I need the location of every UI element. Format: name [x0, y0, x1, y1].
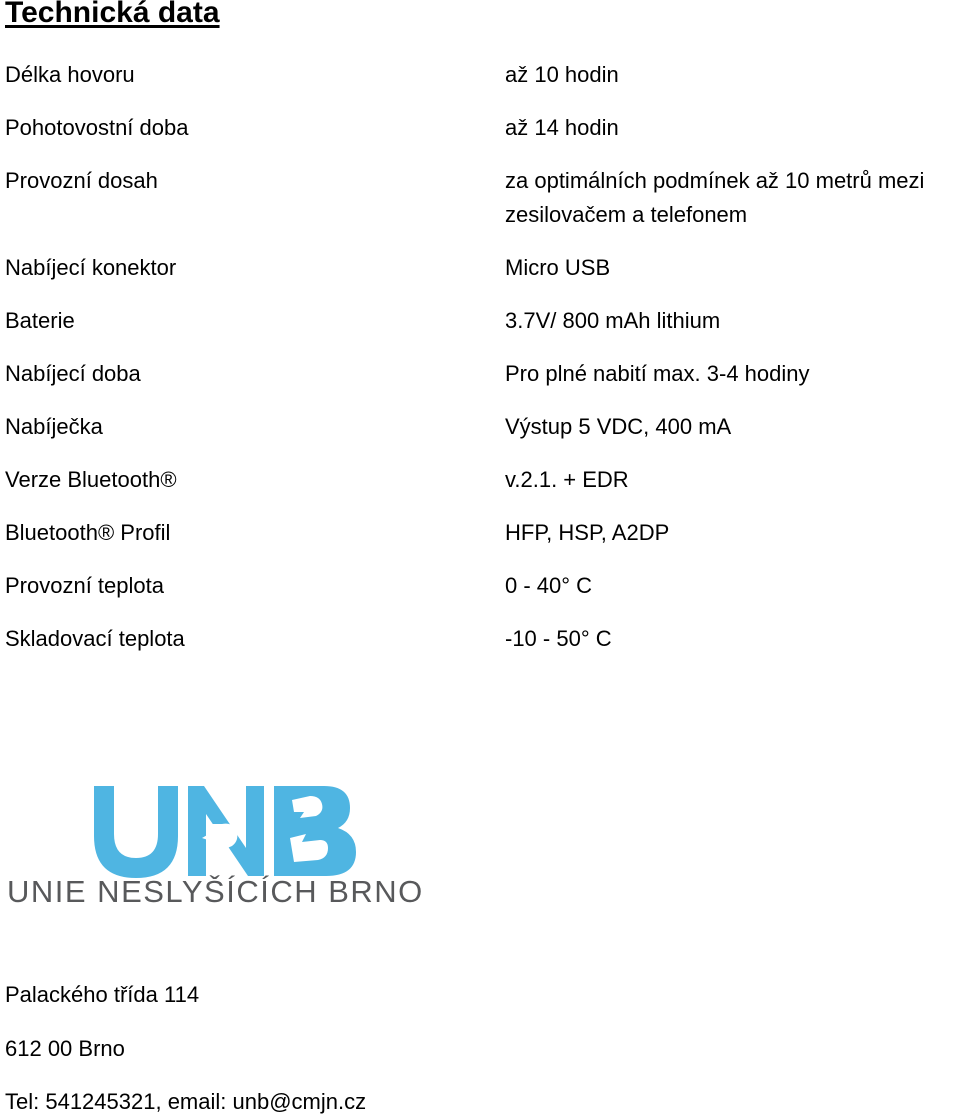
- spec-label: Nabíječka: [5, 414, 103, 439]
- spec-value: v.2.1. + EDR: [505, 467, 629, 492]
- spec-value: -10 - 50° C: [505, 626, 612, 651]
- spec-label: Provozní dosah: [5, 168, 158, 193]
- spec-label: Baterie: [5, 308, 75, 333]
- address-street: Palackého třída 114: [5, 982, 200, 1007]
- contact-line: Tel: 541245321, email: unb@cmjn.cz: [5, 1089, 367, 1114]
- spec-value: 3.7V/ 800 mAh lithium: [505, 308, 721, 333]
- spec-value: až 10 hodin: [505, 62, 619, 87]
- spec-label: Verze Bluetooth®: [5, 467, 177, 492]
- address-city: 612 00 Brno: [5, 1036, 125, 1061]
- spec-value: Výstup 5 VDC, 400 mA: [505, 414, 732, 439]
- logo-text: UNIE NESLYŠÍCÍCH BRNO: [7, 874, 424, 909]
- spec-label: Pohotovostní doba: [5, 115, 189, 140]
- spec-value: 0 - 40° C: [505, 573, 593, 598]
- spec-label: Nabíjecí doba: [5, 361, 141, 386]
- spec-value: Pro plné nabití max. 3-4 hodiny: [505, 361, 810, 386]
- spec-label: Skladovací teplota: [5, 626, 185, 651]
- spec-value: HFP, HSP, A2DP: [505, 520, 670, 545]
- page-title: Technická data: [5, 0, 220, 29]
- spec-value: až 14 hodin: [505, 115, 619, 140]
- spec-value: za optimálních podmínek až 10 metrů mezi zesilovačem a telefonem: [505, 168, 925, 227]
- spec-label: Nabíjecí konektor: [5, 255, 177, 280]
- spec-label: Bluetooth® Profil: [5, 520, 171, 545]
- spec-label: Délka hovoru: [5, 62, 135, 87]
- spec-value: Micro USB: [505, 255, 611, 280]
- spec-label: Provozní teplota: [5, 573, 164, 598]
